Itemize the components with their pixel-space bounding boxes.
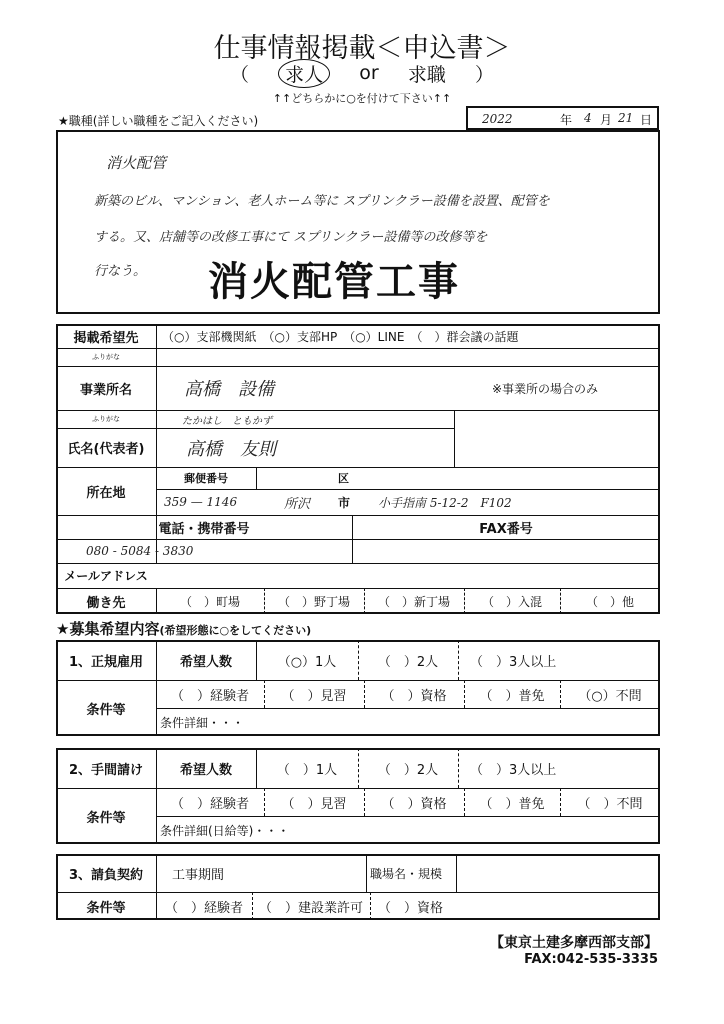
workplace-option[interactable]: （ ）野丁場: [277, 594, 350, 609]
workplace-label: 働き先: [86, 595, 126, 611]
footer-fax: FAX:042-535-3335: [524, 952, 658, 967]
city-label: 市: [338, 495, 351, 510]
count-option[interactable]: （ ）2人: [377, 654, 439, 670]
condition-option[interactable]: （ ）建設業許可: [258, 900, 363, 916]
count-option[interactable]: （ ）3人以上: [470, 654, 557, 670]
condition-option[interactable]: （ ）経験者: [170, 796, 249, 812]
publication-label: 掲載希望先: [73, 330, 139, 346]
day-label: 日: [640, 113, 653, 127]
business-name-label: 事業所名: [79, 382, 132, 398]
section-1-count-label: 希望人数: [179, 654, 232, 670]
recruit-heading: [56, 618, 311, 639]
condition-option[interactable]: （ ）普免: [479, 796, 545, 812]
address-label: 所在地: [86, 485, 126, 501]
phone-label: 電話・携帯番号: [158, 521, 250, 537]
condition-option[interactable]: （ ）普免: [479, 688, 545, 704]
section-2-count-label: 希望人数: [179, 762, 232, 778]
section-1-conditions-label: 条件等: [86, 702, 126, 718]
section-1-label: 1、正規雇用: [68, 654, 144, 670]
workplace-option[interactable]: （ ）入混: [481, 594, 542, 609]
day-value: 21: [618, 111, 634, 125]
or-text: or: [359, 62, 379, 84]
condition-option[interactable]: （ ）経験者: [170, 688, 249, 704]
section-2-conditions-label: 条件等: [86, 810, 126, 826]
footer-org: 【東京土建多摩西部支部】: [490, 935, 658, 951]
section-3-label: 3、請負契約: [68, 867, 144, 883]
month-value: 4: [584, 111, 592, 125]
instruction: ↑↑どちらかに○を付けて下さい↑↑: [272, 92, 452, 105]
job-title-large: 消火配管工事: [208, 258, 460, 305]
workplace-option[interactable]: （ ）新丁場: [377, 594, 450, 609]
condition-option[interactable]: （ ）経験者: [164, 900, 243, 916]
count-option[interactable]: （ ）1人: [276, 762, 338, 778]
month-label: 月: [600, 113, 613, 127]
condition-option[interactable]: （ ）見習: [281, 688, 347, 704]
form-type-selector: [230, 60, 494, 86]
count-option[interactable]: （○）1人: [277, 654, 337, 670]
section-1-detail[interactable]: 条件詳細・・・: [160, 715, 245, 730]
business-note: ※事業所の場合のみ: [492, 381, 599, 396]
option-job-seek[interactable]: 求職: [407, 63, 446, 86]
workplace-option[interactable]: （ ）他: [585, 594, 634, 609]
city-value[interactable]: 所沢: [284, 496, 311, 512]
year-value: 2022: [482, 112, 513, 126]
paren-close: ）: [474, 63, 494, 86]
job-line-2: 新築のビル、マンション、老人ホーム等に スプリンクラー設備を設置、配管を: [94, 194, 550, 209]
workplace-option[interactable]: （ ）町場: [179, 594, 240, 609]
recruit-subtitle: (希望形態に○をしてください): [159, 624, 312, 637]
site-label: 職場名・規模: [370, 866, 443, 881]
postal-value[interactable]: 359 — 1146: [164, 495, 238, 509]
address-value[interactable]: 小手指南 5-12-2 F102: [378, 495, 512, 510]
job-type-label: ★職種(詳しい職種をご記入ください): [58, 114, 259, 128]
section-3-conditions-label: 条件等: [86, 900, 126, 916]
ward-label: 区: [338, 472, 349, 485]
period-label: 工事期間: [172, 867, 225, 883]
job-line-1: 消火配管: [106, 154, 167, 172]
condition-option[interactable]: （ ）資格: [381, 688, 447, 704]
fax-label: FAX番号: [479, 521, 533, 537]
option-job-offer[interactable]: 求人: [278, 59, 330, 88]
form-title: 仕事情報掲載＜申込書＞: [213, 33, 511, 64]
recruit-title: ★募集希望内容: [56, 620, 160, 638]
rep-name-label: 氏名(代表者): [67, 442, 145, 457]
job-line-4: 行なう。: [94, 264, 147, 279]
count-option[interactable]: （ ）3人以上: [470, 762, 557, 778]
condition-option[interactable]: （○）不問: [578, 688, 642, 704]
condition-option[interactable]: （ ）見習: [281, 796, 347, 812]
condition-option[interactable]: （ ）資格: [381, 796, 447, 812]
section-2-detail[interactable]: 条件詳細(日給等)・・・: [160, 823, 290, 838]
furigana-label: ふりがな: [92, 353, 120, 361]
paren-open: （: [230, 63, 250, 86]
phone-value[interactable]: 080 - 5084 - 3830: [86, 544, 194, 558]
rep-furigana-value[interactable]: たかはし ともかず: [182, 415, 272, 427]
year-label: 年: [560, 113, 573, 127]
job-description-box[interactable]: [56, 130, 660, 314]
publication-options[interactable]: （○）支部機関紙 （○）支部HP （○）LINE （ ）群会議の話題: [162, 329, 519, 344]
condition-option[interactable]: （ ）資格: [378, 900, 444, 916]
count-option[interactable]: （ ）2人: [377, 762, 439, 778]
postal-label: 郵便番号: [184, 472, 228, 485]
date-box[interactable]: [466, 106, 659, 130]
section-2-label: 2、手間請け: [68, 762, 144, 778]
job-line-3: する。又、店舗等の改修工事にて スプリンクラー設備等の改修等を: [94, 230, 488, 245]
business-name-value[interactable]: 高橋 設備: [184, 379, 274, 400]
condition-option[interactable]: （ ）不問: [577, 796, 643, 812]
email-label: メールアドレス: [64, 569, 148, 583]
rep-name-value[interactable]: 高橋 友則: [186, 439, 276, 460]
rep-furigana-label: ふりがな: [92, 415, 120, 423]
